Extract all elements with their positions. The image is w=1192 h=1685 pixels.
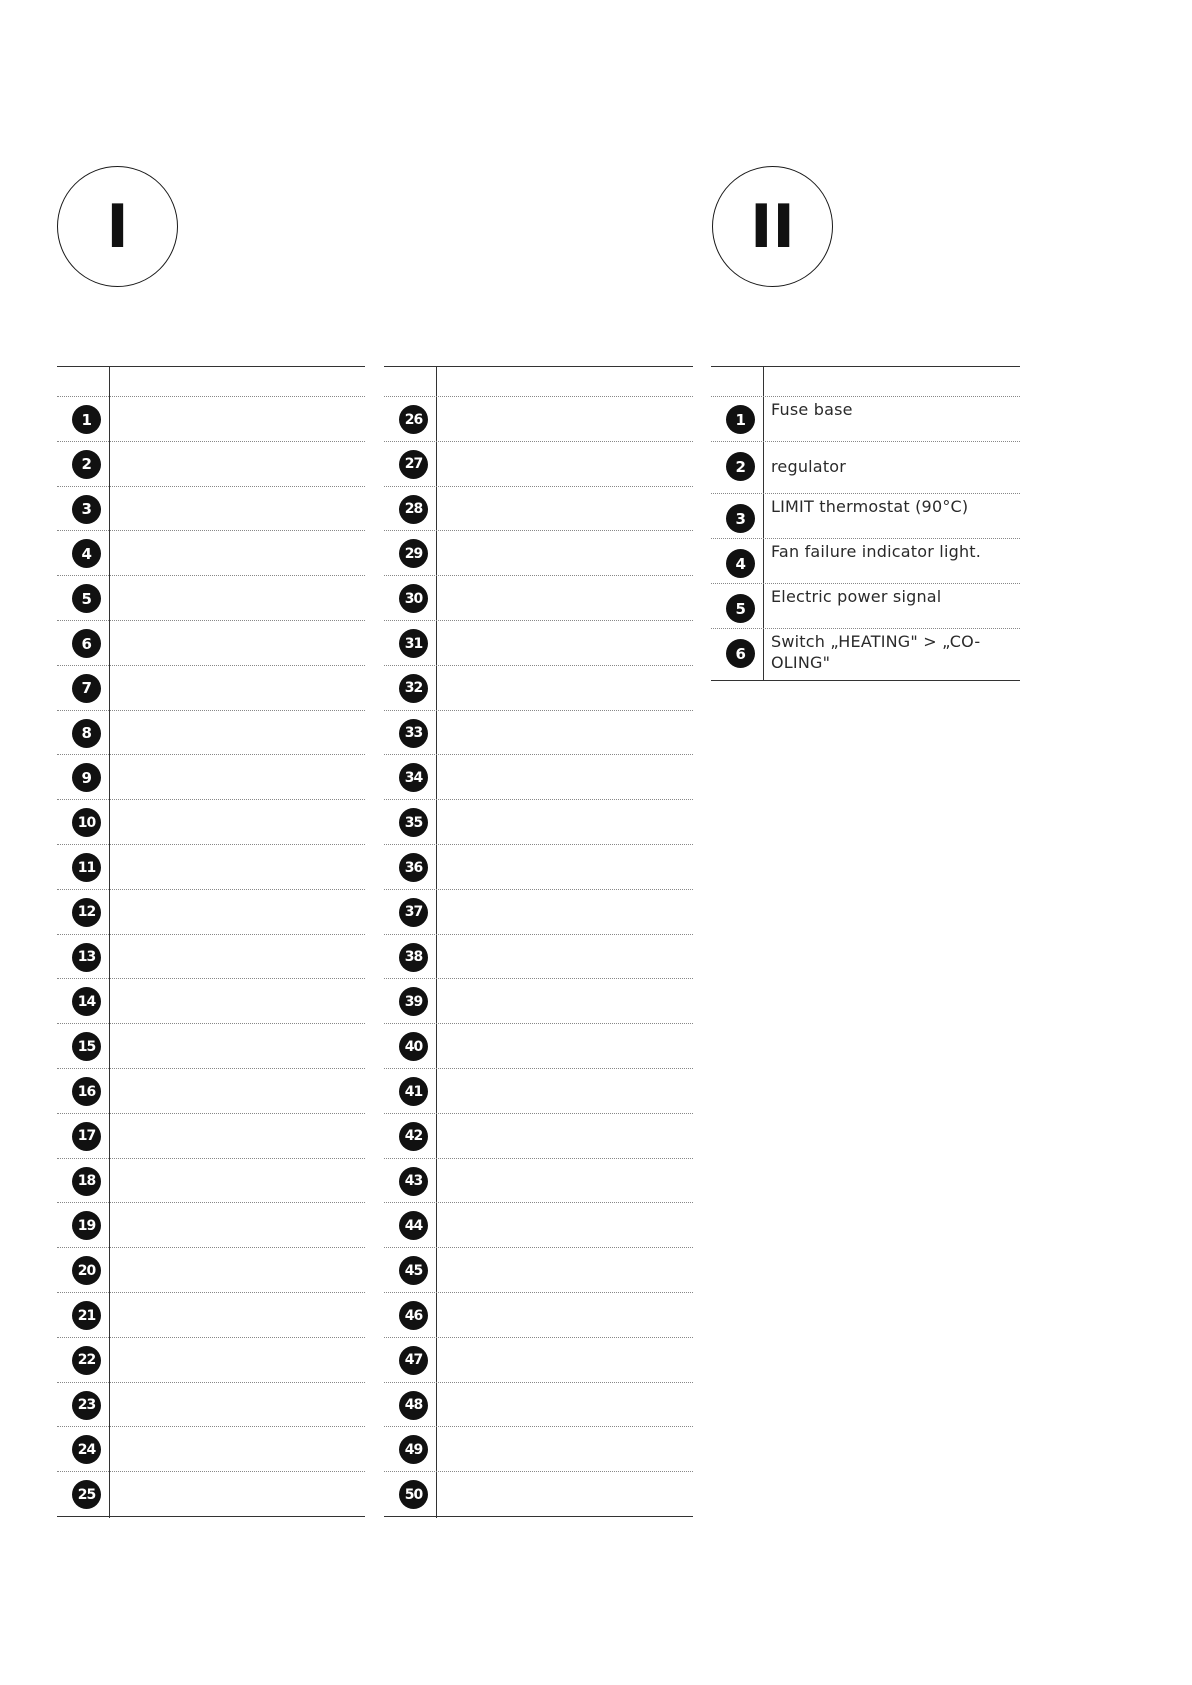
item-number-badge: 46	[399, 1301, 428, 1330]
table-row	[57, 800, 365, 845]
item-number-badge: 1	[72, 405, 101, 434]
table-row	[57, 1472, 365, 1517]
item-number-badge: 38	[399, 943, 428, 972]
table-row	[384, 442, 693, 487]
item-number-badge: 34	[399, 763, 428, 792]
item-number-badge: 25	[72, 1480, 101, 1509]
table-row	[384, 1024, 693, 1069]
table-row	[711, 539, 1020, 584]
table-row	[57, 1114, 365, 1159]
description-line: regulator	[771, 457, 847, 476]
item-number-badge: 19	[72, 1211, 101, 1240]
item-number-badge: 42	[399, 1122, 428, 1151]
table-row	[384, 890, 693, 935]
item-number-badge: 44	[399, 1211, 428, 1240]
item-number-badge: 43	[399, 1167, 428, 1196]
table-row	[384, 1159, 693, 1204]
item-description	[771, 631, 1016, 673]
item-number-badge: 9	[72, 763, 101, 792]
description-line: Switch „HEATING" > „CO-	[771, 632, 981, 651]
item-number-badge: 50	[399, 1480, 428, 1509]
parts-table-2	[384, 366, 693, 1518]
table-row	[57, 755, 365, 800]
table-row	[711, 397, 1020, 442]
table-header-row	[384, 366, 693, 397]
table-row	[57, 1383, 365, 1428]
table-row	[384, 1114, 693, 1159]
item-number-badge: 20	[72, 1256, 101, 1285]
item-number-badge: 28	[399, 495, 428, 524]
table-row	[384, 621, 693, 666]
item-number-badge: 6	[72, 629, 101, 658]
table-row	[57, 845, 365, 890]
section-marker-1: I	[57, 166, 178, 287]
table-row	[57, 890, 365, 935]
table-row	[57, 1427, 365, 1472]
table-row	[57, 1159, 365, 1204]
table-row	[384, 1248, 693, 1293]
table-row	[711, 442, 1020, 494]
description-line: Electric power signal	[771, 587, 942, 606]
table-row	[57, 442, 365, 487]
item-number-badge: 3	[726, 504, 755, 533]
table-row	[57, 1024, 365, 1069]
item-number-badge: 10	[72, 808, 101, 837]
table-row	[384, 397, 693, 442]
item-number-badge: 35	[399, 808, 428, 837]
item-number-badge: 33	[399, 719, 428, 748]
item-description	[771, 399, 1016, 420]
table-row	[384, 1427, 693, 1472]
item-number-badge: 41	[399, 1077, 428, 1106]
table-row	[384, 487, 693, 532]
item-number-badge: 22	[72, 1346, 101, 1375]
item-number-badge: 13	[72, 943, 101, 972]
table-row	[384, 935, 693, 980]
description-line: LIMIT thermostat (90°C)	[771, 497, 969, 516]
item-number-badge: 3	[72, 495, 101, 524]
item-number-badge: 17	[72, 1122, 101, 1151]
description-line	[771, 444, 1016, 456]
table-row	[384, 1338, 693, 1383]
item-number-badge: 47	[399, 1346, 428, 1375]
item-number-badge: 11	[72, 853, 101, 882]
item-number-badge: 6	[726, 639, 755, 668]
table-row	[57, 935, 365, 980]
table-row	[384, 1383, 693, 1428]
item-number-badge: 26	[399, 405, 428, 434]
section-marker-2: II	[712, 166, 833, 287]
item-number-badge: 16	[72, 1077, 101, 1106]
item-number-badge: 37	[399, 898, 428, 927]
table-row	[384, 800, 693, 845]
item-number-badge: 23	[72, 1391, 101, 1420]
item-description	[771, 444, 1016, 477]
table-row	[57, 531, 365, 576]
item-number-badge: 18	[72, 1167, 101, 1196]
item-description	[771, 541, 1016, 562]
table-row	[57, 666, 365, 711]
table-row	[57, 979, 365, 1024]
item-number-badge: 32	[399, 674, 428, 703]
item-number-badge: 15	[72, 1032, 101, 1061]
item-number-badge: 48	[399, 1391, 428, 1420]
table-row	[384, 979, 693, 1024]
item-number-badge: 2	[72, 450, 101, 479]
table-row	[57, 487, 365, 532]
table-row	[384, 1472, 693, 1517]
table-row	[384, 1069, 693, 1114]
parts-table-1	[57, 366, 365, 1518]
item-number-badge: 29	[399, 539, 428, 568]
table-row	[57, 621, 365, 666]
table-header-row	[711, 366, 1020, 397]
item-number-badge: 1	[726, 405, 755, 434]
table-row	[57, 1203, 365, 1248]
table-row	[57, 711, 365, 756]
table-row	[711, 494, 1020, 539]
item-number-badge: 2	[726, 452, 755, 481]
item-number-badge: 5	[72, 584, 101, 613]
description-line: Fuse base	[771, 400, 853, 419]
table-row	[57, 1293, 365, 1338]
item-description	[771, 496, 1016, 517]
table-row	[384, 1293, 693, 1338]
parts-table-3	[711, 366, 1020, 681]
table-row	[57, 1069, 365, 1114]
item-number-badge: 8	[72, 719, 101, 748]
item-number-badge: 36	[399, 853, 428, 882]
item-number-badge: 45	[399, 1256, 428, 1285]
item-number-badge: 39	[399, 987, 428, 1016]
item-number-badge: 12	[72, 898, 101, 927]
table-row	[384, 1203, 693, 1248]
description-line: OLING"	[771, 653, 831, 672]
table-header-row	[57, 366, 365, 397]
item-number-badge: 24	[72, 1435, 101, 1464]
table-row	[384, 666, 693, 711]
table-row	[57, 1248, 365, 1293]
item-number-badge: 7	[72, 674, 101, 703]
table-row	[384, 531, 693, 576]
table-row	[57, 1338, 365, 1383]
item-number-badge: 40	[399, 1032, 428, 1061]
description-line: Fan failure indicator light.	[771, 542, 982, 561]
item-number-badge: 27	[399, 450, 428, 479]
table-row	[711, 584, 1020, 629]
table-row	[57, 397, 365, 442]
item-number-badge: 49	[399, 1435, 428, 1464]
item-number-badge: 14	[72, 987, 101, 1016]
table-row	[384, 711, 693, 756]
table-row	[711, 629, 1020, 681]
item-number-badge: 5	[726, 594, 755, 623]
item-number-badge: 30	[399, 584, 428, 613]
table-row	[57, 576, 365, 621]
item-number-badge: 4	[726, 549, 755, 578]
item-number-badge: 31	[399, 629, 428, 658]
item-number-badge: 4	[72, 539, 101, 568]
item-number-badge: 21	[72, 1301, 101, 1330]
table-row	[384, 576, 693, 621]
table-row	[384, 845, 693, 890]
table-row	[384, 755, 693, 800]
item-description	[771, 586, 1016, 607]
